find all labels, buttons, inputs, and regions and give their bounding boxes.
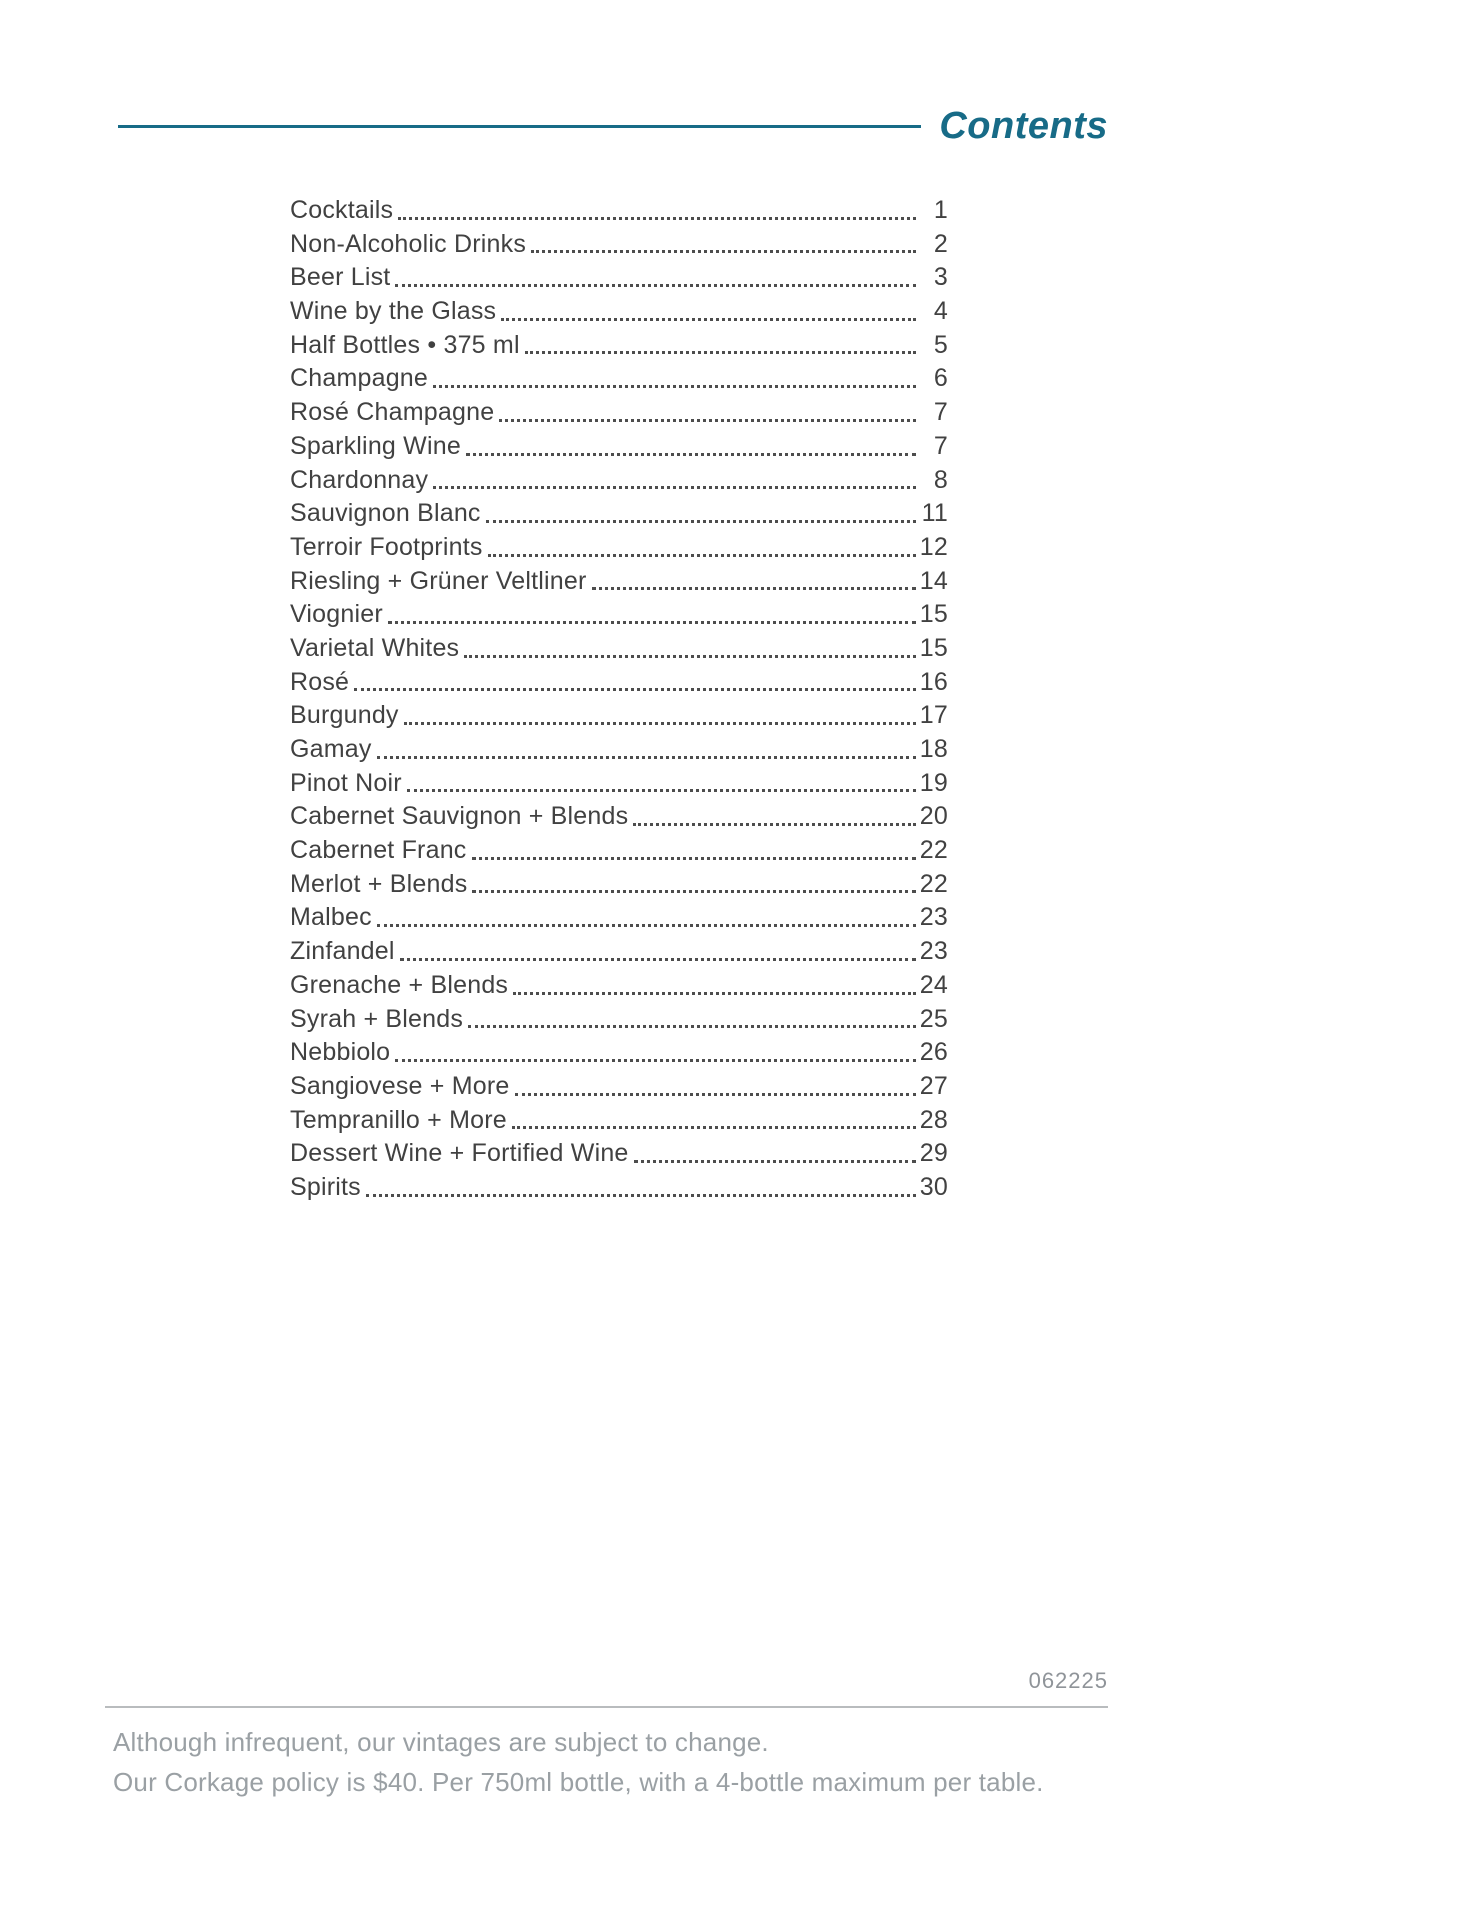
- toc-row: [290, 362, 948, 396]
- toc-dot-leader: [496, 295, 920, 329]
- toc-entry-page: 17: [919, 701, 948, 730]
- page-footer: [105, 1668, 1108, 1802]
- toc-dot-leader: [526, 228, 920, 262]
- toc-entry-label: Sparkling Wine: [290, 431, 461, 460]
- toc-dot-leader: [402, 767, 920, 801]
- toc-entry-page: 3: [933, 263, 948, 292]
- toc-entry-page: 4: [933, 297, 948, 326]
- toc-dot-leader: [510, 1070, 920, 1104]
- toc-entry-label: Burgundy: [290, 701, 399, 730]
- toc-row: [290, 767, 948, 801]
- toc-entry-label: Riesling + Grüner Veltliner: [290, 566, 587, 595]
- toc-row: [290, 531, 948, 565]
- toc-entry-label: Gamay: [290, 735, 372, 763]
- toc-entry-label: Zinfandel: [290, 937, 395, 966]
- toc-entry-label: Sauvignon Blanc: [290, 499, 481, 528]
- toc-entry-label: Rosé: [290, 667, 350, 696]
- footer-corkage-note: Our Corkage policy is $40. Per 750ml bottle, with a 4-bottle maximum per table.: [113, 1767, 1044, 1797]
- toc-dot-leader: [428, 464, 920, 498]
- toc-entry-label: Dessert Wine + Fortified Wine: [290, 1139, 629, 1168]
- toc-row: [290, 1171, 948, 1205]
- toc-entry-page: 7: [933, 398, 948, 427]
- toc-entry-label: Malbec: [290, 903, 372, 932]
- toc-dot-leader: [508, 969, 920, 1003]
- toc-dot-leader: [399, 699, 920, 733]
- toc-dot-leader: [361, 1171, 920, 1205]
- toc-entry-page: 15: [919, 600, 948, 629]
- toc-entry-page: 1: [933, 196, 948, 224]
- toc-entry-label: Rosé Champagne: [290, 398, 495, 427]
- toc-dot-leader: [467, 834, 920, 868]
- toc-dot-leader: [461, 430, 920, 464]
- toc-row: [290, 733, 948, 767]
- toc-row: [290, 632, 948, 666]
- toc-entry-page: 22: [919, 836, 948, 865]
- toc-entry-page: 27: [919, 1071, 948, 1100]
- toc-row: [290, 935, 948, 969]
- toc-entry-page: 28: [919, 1105, 948, 1134]
- toc-entry-label: Pinot Noir: [290, 768, 402, 797]
- toc-entry-label: Cocktails: [290, 196, 394, 224]
- toc-row: [290, 565, 948, 599]
- toc-row: [290, 800, 948, 834]
- toc-entry-label: Spirits: [290, 1172, 361, 1201]
- toc-row: [290, 1036, 948, 1070]
- toc-row: [290, 295, 948, 329]
- toc-entry-page: 23: [919, 903, 948, 932]
- toc-dot-leader: [483, 531, 920, 565]
- toc-dot-leader: [395, 935, 920, 969]
- toc-entry-page: 8: [933, 465, 948, 494]
- toc-dot-leader: [587, 565, 920, 599]
- toc-row: [290, 497, 948, 531]
- toc-row: [290, 1003, 948, 1037]
- toc-entry-label: Half Bottles • 375 ml: [290, 330, 520, 359]
- toc-dot-leader: [629, 1137, 920, 1171]
- toc-entry-label: Varietal Whites: [290, 633, 460, 662]
- toc-row: [290, 396, 948, 430]
- toc-entry-label: Cabernet Franc: [290, 836, 467, 865]
- toc-dot-leader: [494, 396, 920, 430]
- toc-row: [290, 901, 948, 935]
- toc-entry-page: 23: [919, 937, 948, 966]
- toc-entry-page: 16: [919, 667, 948, 696]
- toc-row: [290, 194, 948, 228]
- toc-dot-leader: [393, 194, 920, 228]
- toc-entry-label: Chardonnay: [290, 465, 429, 494]
- toc-entry-label: Champagne: [290, 364, 429, 393]
- toc-row: [290, 1137, 948, 1171]
- toc-dot-leader: [372, 901, 920, 935]
- toc-dot-leader: [383, 598, 920, 632]
- toc-row: [290, 666, 948, 700]
- toc-entry-label: Merlot + Blends: [290, 869, 468, 898]
- toc-dot-leader: [372, 733, 920, 767]
- toc-row: [290, 1104, 948, 1138]
- toc-entry-page: 5: [933, 330, 948, 359]
- toc-entry-page: 15: [919, 633, 948, 662]
- toc-dot-leader: [481, 497, 920, 531]
- toc-entry-page: 30: [919, 1172, 948, 1201]
- toc-dot-leader: [520, 329, 920, 363]
- toc-entry-label: Cabernet Sauvignon + Blends: [290, 802, 629, 831]
- toc-entry-page: 19: [919, 768, 948, 797]
- toc-entry-label: Tempranillo + More: [290, 1105, 507, 1134]
- toc-entry-label: Sangiovese + More: [290, 1071, 510, 1100]
- toc-entry-page: 18: [919, 735, 948, 763]
- toc-row: [290, 699, 948, 733]
- toc-entry-page: 2: [933, 229, 948, 258]
- toc-entry-label: Beer List: [290, 263, 391, 292]
- toc-entry-label: Wine by the Glass: [290, 297, 497, 326]
- footer-rule-line: [105, 1706, 1108, 1708]
- toc-row: [290, 329, 948, 363]
- toc-entry-page: 29: [919, 1139, 948, 1168]
- toc-dot-leader: [459, 632, 920, 666]
- toc-entry-label: Nebbiolo: [290, 1038, 391, 1067]
- toc-dot-leader: [507, 1104, 920, 1138]
- toc-row: [290, 464, 948, 498]
- toc-row: [290, 1070, 948, 1104]
- toc-row: [290, 430, 948, 464]
- toc-dot-leader: [390, 1036, 919, 1070]
- toc-dot-leader: [628, 800, 920, 834]
- toc-entry-page: 20: [919, 802, 948, 831]
- toc-dot-leader: [463, 1003, 920, 1037]
- toc-row: [290, 228, 948, 262]
- header-rule-line: [118, 125, 921, 128]
- toc-dot-leader: [349, 666, 920, 700]
- page-title: Contents: [939, 104, 1108, 147]
- toc-row: [290, 261, 948, 295]
- toc-entry-page: 6: [933, 364, 948, 393]
- toc-entry-page: 7: [933, 431, 948, 460]
- toc-entry-label: Terroir Footprints: [290, 532, 483, 561]
- toc-row: [290, 834, 948, 868]
- toc-entry-page: 25: [919, 1004, 948, 1033]
- toc-entry-page: 22: [919, 869, 948, 898]
- toc-row: [290, 969, 948, 1003]
- toc-entry-label: Non-Alcoholic Drinks: [290, 229, 527, 258]
- page-header: [118, 100, 1108, 152]
- footer-vintage-note: Although infrequent, our vintages are subject to change.: [113, 1727, 769, 1757]
- toc-entry-page: 26: [919, 1038, 948, 1067]
- toc-entry-page: 14: [919, 566, 948, 595]
- toc-dot-leader: [428, 362, 920, 396]
- toc-list: [290, 194, 948, 1205]
- footer-revision-code: 062225: [1028, 1668, 1108, 1693]
- toc-entry-page: 12: [919, 532, 948, 561]
- toc-entry-label: Viognier: [290, 600, 383, 629]
- toc-dot-leader: [390, 261, 920, 295]
- toc-entry-label: Syrah + Blends: [290, 1004, 464, 1033]
- toc-dot-leader: [467, 868, 919, 902]
- toc-entry-page: 11: [921, 499, 948, 528]
- toc-entry-page: 24: [919, 970, 948, 999]
- toc-row: [290, 868, 948, 902]
- toc-entry-label: Grenache + Blends: [290, 970, 509, 999]
- toc-row: [290, 598, 948, 632]
